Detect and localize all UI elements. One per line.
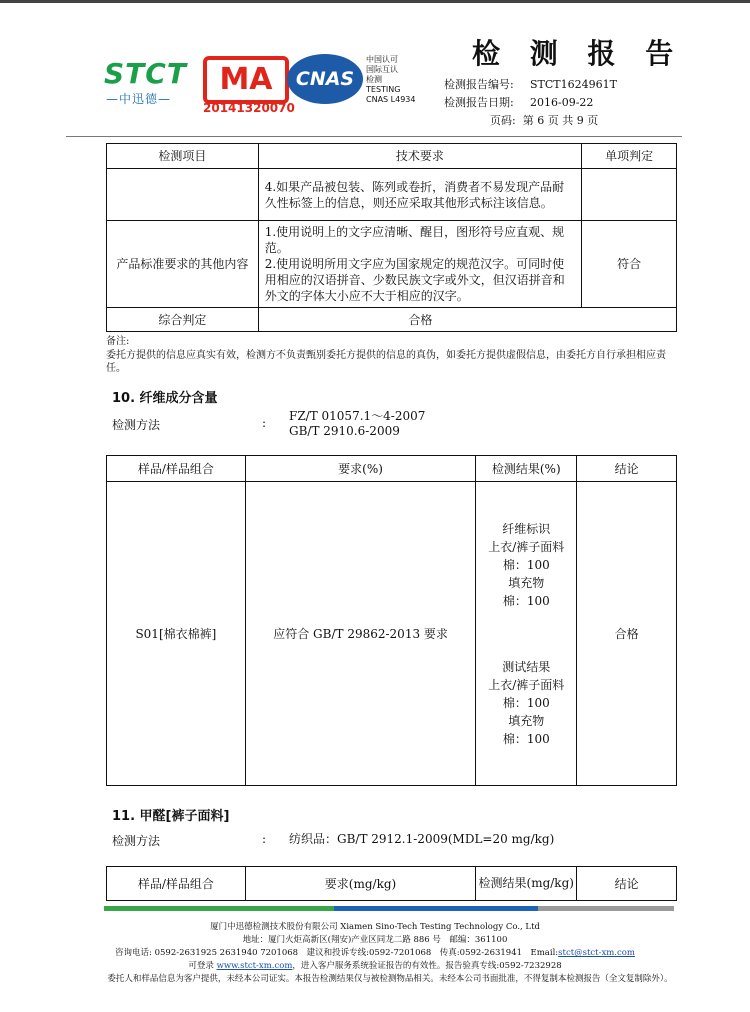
requirements-table [106,143,677,332]
col-header-conclusion: 结论 [577,456,677,482]
colon: : [262,832,267,846]
footer-bar-green [104,906,334,911]
fiber-content-table [106,455,677,786]
website-link[interactable]: www.stct-xm.com [216,961,293,971]
col-header-item: 检测项目 [107,144,259,169]
item-other-requirements: 产品标准要求的其他内容 [107,221,259,308]
section-11-method: 纺织品：GB/T 2912.1-2009(MDL=20 mg/kg) [289,832,555,846]
col-header-requirement: 要求(mg/kg) [245,867,476,901]
report-date: 检测报告日期: 2016-09-22 [444,96,594,109]
ma-logo: MA [203,56,289,104]
stct-logo: STCT [104,57,187,90]
ma-number: 20141320070 [203,101,295,115]
col-header-judgement: 单项判定 [582,144,677,169]
footer-phones: 咨询电话: 0592-2631925 2631940 7201068 建议和投诉专线:0592-7201068 传真:0592-2631941 Email:stct@stct-xm.com [115,948,635,958]
col-header-conclusion: 结论 [577,867,677,901]
requirement-1-2: 1.使用说明上的文字应清晰、醒目，图形符号应直观、规范。 2.使用说明所用文字应为国家规定的规范汉字。可同时使用相应的汉语拼音、少数民族文字或外文，但汉语拼音和外文的字体大小应不大于相应的汉字。 [258,221,581,308]
section-10-methods: FZ/T 01057.1～4-2007 GB/T 2910.6-2009 [289,409,426,438]
col-header-sample: 样品/样品组合 [107,456,246,482]
table-cell [582,169,677,221]
page-number: 页码: 第 6 页 共 9 页 [490,114,599,127]
judgement-result: 符合 [582,221,677,308]
requirement-text: 应符合 GB/T 29862-2013 要求 [245,482,476,786]
stct-logo-subtitle: —中迅德— [106,92,172,106]
conclusion: 合格 [577,482,677,786]
section-11-title: 11. 甲醛[裤子面料] [112,809,230,824]
col-header-requirement: 要求(%) [245,456,476,482]
formaldehyde-table [106,866,677,901]
table-cell [107,169,259,221]
col-header-result: 检测结果(mg/kg) [476,867,577,901]
colon: : [262,416,267,430]
result-lines: 纤维标识 上衣/裤子面料 棉：100 填充物 棉：100 测试结果 上衣/裤子面料 棉：100 填充物 棉：100 [476,482,577,786]
note-text: 委托方提供的信息应真实有效，检测方不负责甄别委托方提供的信息的真伪，如委托方提供虚假信息，由委托方自行承担相应责任。 [106,350,666,374]
col-header-sample: 样品/样品组合 [107,867,246,901]
footer-verification: 可登录 www.stct-xm.com，进入客户服务系统验证报告的有效性。报告验真专线:0592-7232928 [188,961,562,971]
email-link[interactable]: stct@stct-xm.com [558,948,635,958]
footer-company: 厦门中迅德检测技术股份有限公司 Xiamen Sino-Tech Testing Technology Co., Ltd [210,922,540,932]
cnas-info: 中国认可 国际互认 检测 TESTING CNAS L4934 [366,55,416,104]
section-10-title: 10. 纤维成分含量 [112,391,218,406]
footer-bar-blue [334,906,538,911]
cnas-logo: CNAS [287,54,363,104]
footer-disclaimer: 委托人和样品信息为客户提供，未经本公司证实。本报告检测结果仅与被检测物品相关。未经本公司书面批准，不得复制本检测报告（全文复制除外）。 [107,974,673,984]
sample-name: S01[棉衣棉裤] [107,482,246,786]
top-rule [0,0,750,3]
summary-value: 合格 [258,308,676,332]
footer-bar-gray [538,906,674,911]
section-10-method-label: 检测方法 [112,418,161,432]
section-11-method-label: 检测方法 [112,834,161,848]
col-header-requirement: 技术要求 [258,144,581,169]
report-number: 检测报告编号: STCT1624961T [444,78,617,91]
report-title: 检 测 报 告 [472,37,684,70]
footer-address: 地址：厦门火炬高新区(翔安)产业区同龙二路 886 号 邮编：361100 [242,935,508,945]
requirement-4: 4.如果产品被包装、陈列或卷折，消费者不易发现产品耐久性标签上的信息，则还应采取其他形式标注该信息。 [258,169,581,221]
note-label: 备注: [106,336,130,347]
summary-label: 综合判定 [107,308,259,332]
col-header-result: 检测结果(%) [476,456,577,482]
header-divider [66,136,682,137]
